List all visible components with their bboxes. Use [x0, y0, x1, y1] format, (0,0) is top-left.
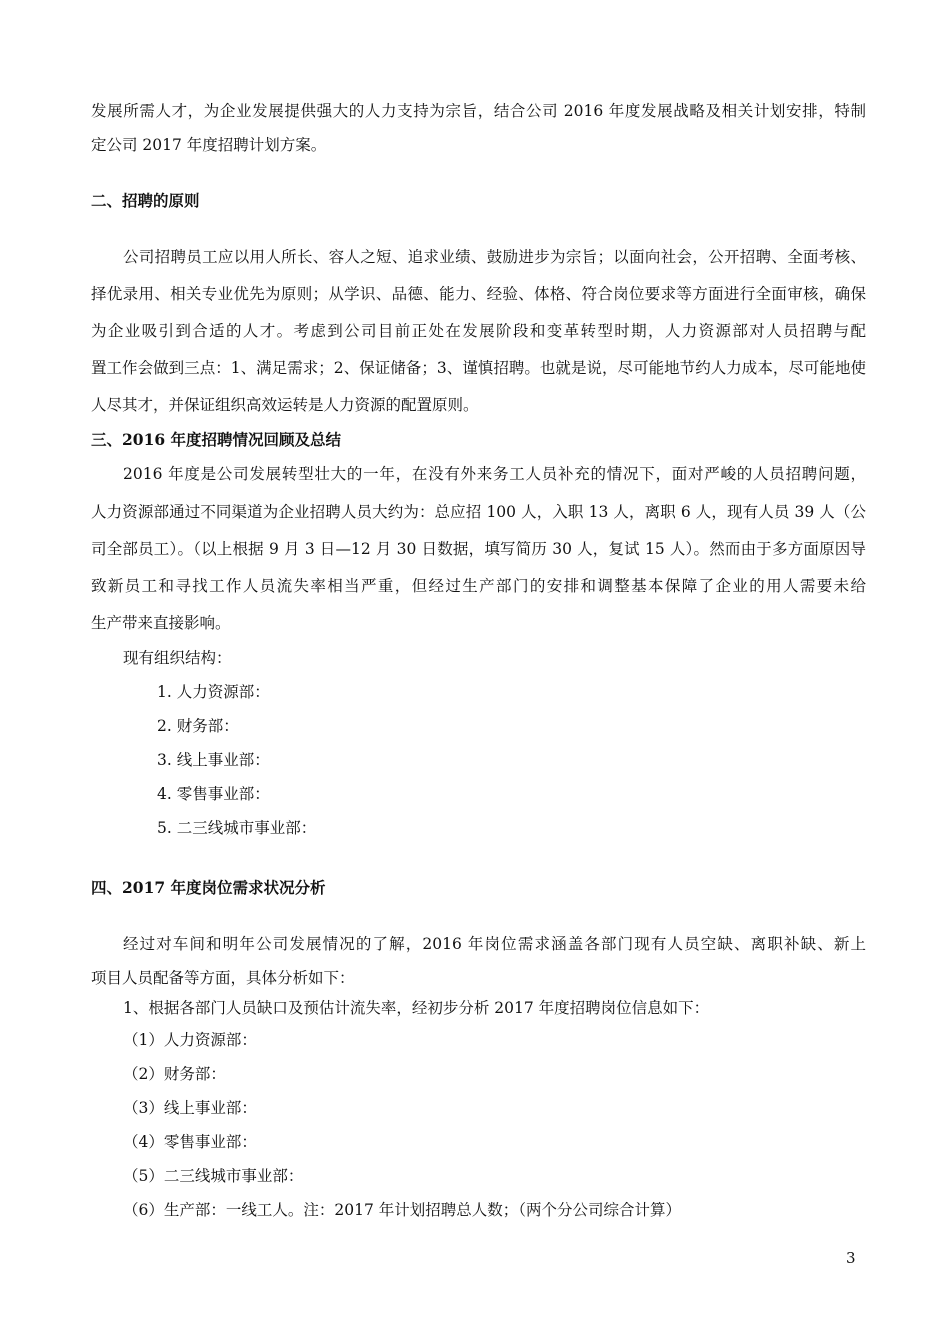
- org-list-item: 5. 二三线城市事业部：: [157, 819, 317, 837]
- principles-line-1: 公司招聘员工应以用人所长、容人之短、追求业绩、鼓励进步为宗旨；以面向社会，公开招聘、全面考核、: [123, 248, 866, 266]
- demand-sub-intro: 1、根据各部门人员缺口及预估计流失率，经初步分析 2017 年度招聘岗位信息如下：: [123, 999, 710, 1017]
- demand-list-item: （1）人力资源部：: [123, 1031, 257, 1049]
- review-line-2: 人力资源部通过不同渠道为企业招聘人员大约为：总应招 100 人，入职 13 人，离职 6 人，现有人员 39 人（公: [91, 503, 866, 521]
- demand-list-item: （6）生产部：一线工人。注：2017 年计划招聘总人数；（两个分公司综合计算）: [123, 1201, 681, 1219]
- org-list-item: 1. 人力资源部：: [157, 683, 270, 701]
- org-list-item: 4. 零售事业部：: [157, 785, 270, 803]
- principles-line-5: 人尽其才，并保证组织高效运转是人力资源的配置原则。: [91, 396, 479, 414]
- section-heading-principles: 二、招聘的原则: [91, 191, 200, 210]
- review-line-3: 司全部员工）。（以上根据 9 月 3 日—12 月 30 日数据，填写简历 30 人，复试 15 人）。然而由于多方面原因导: [91, 540, 866, 558]
- principles-line-4: 置工作会做到三点：1、满足需求；2、保证储备；3、谨慎招聘。也就是说，尽可能地节约人力成本，尽可能地使: [91, 359, 866, 377]
- demand-list-item: （3）线上事业部：: [123, 1099, 257, 1117]
- demand-list-item: （4）零售事业部：: [123, 1133, 257, 1151]
- org-structure-label: 现有组织结构：: [123, 649, 232, 667]
- intro-line-1: 发展所需人才，为企业发展提供强大的人力支持为宗旨，结合公司 2016 年度发展战略及相关计划安排，特制: [91, 102, 866, 120]
- page-number: 3: [846, 1249, 856, 1267]
- section-heading-demand: 四、2017 年度岗位需求状况分析: [91, 878, 326, 897]
- demand-list-item: （5）二三线城市事业部：: [123, 1167, 304, 1185]
- review-line-4: 致新员工和寻找工作人员流失率相当严重，但经过生产部门的安排和调整基本保障了企业的用人需要未给: [91, 577, 866, 595]
- org-list-item: 2. 财务部：: [157, 717, 239, 735]
- demand-list-item: （2）财务部：: [123, 1065, 226, 1083]
- demand-line-2: 项目人员配备等方面，具体分析如下：: [91, 969, 355, 987]
- review-line-5: 生产带来直接影响。: [91, 614, 231, 632]
- intro-line-2: 定公司 2017 年度招聘计划方案。: [91, 136, 327, 154]
- demand-line-1: 经过对车间和明年公司发展情况的了解，2016 年岗位需求涵盖各部门现有人员空缺、离职补缺、新上: [123, 935, 866, 953]
- review-line-1: 2016 年度是公司发展转型壮大的一年，在没有外来务工人员补充的情况下，面对严峻的人员招聘问题，: [123, 465, 866, 483]
- section-heading-review: 三、2016 年度招聘情况回顾及总结: [91, 430, 342, 449]
- principles-line-2: 择优录用、相关专业优先为原则；从学识、品德、能力、经验、体格、符合岗位要求等方面进行全面审核，确保: [91, 285, 866, 303]
- org-list-item: 3. 线上事业部：: [157, 751, 270, 769]
- principles-line-3: 为企业吸引到合适的人才。考虑到公司目前正处在发展阶段和变革转型时期，人力资源部对人员招聘与配: [91, 322, 866, 340]
